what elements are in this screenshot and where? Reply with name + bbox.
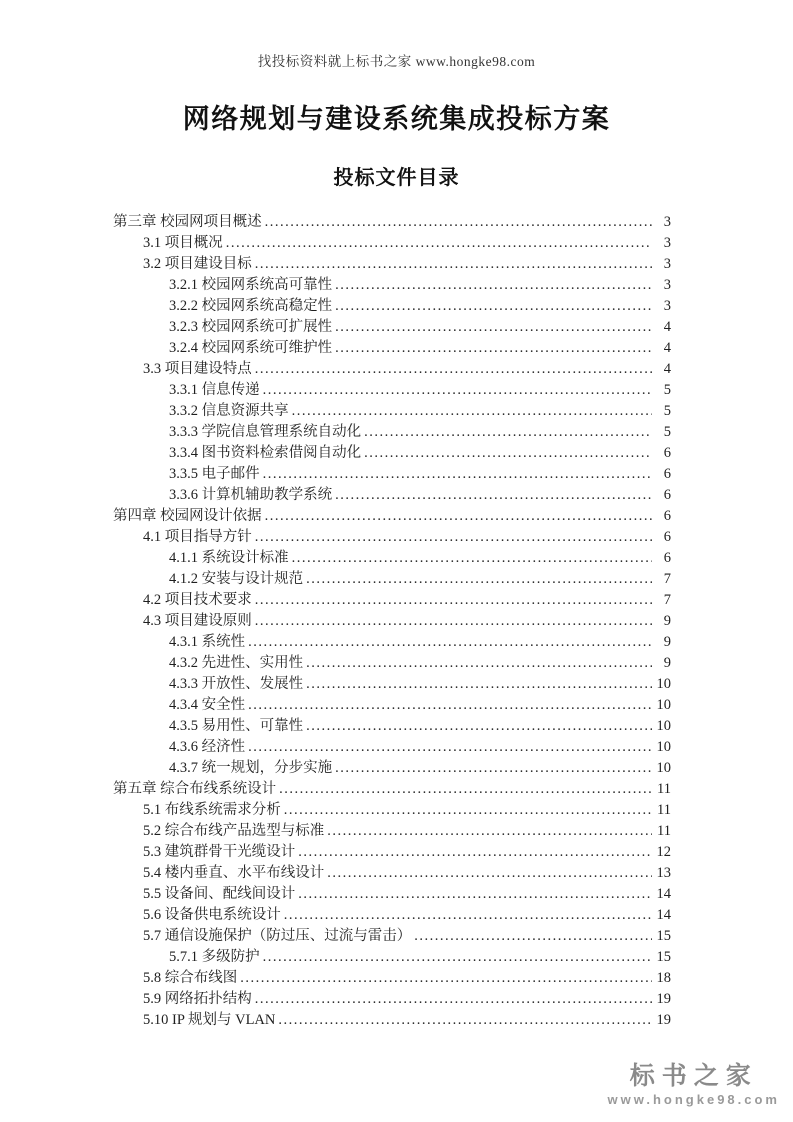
toc-entry-text: 3.3.3 学院信息管理系统自动化 (169, 424, 362, 440)
toc-entry-text: 第三章 校园网项目概述 (113, 214, 262, 230)
toc-entry-text: 4.3 项目建设原则 (143, 613, 252, 629)
toc-entry[interactable] (113, 527, 671, 548)
toc-entry-page: 6 (663, 466, 671, 482)
toc-entry-text: 3.3.2 信息资源共享 (169, 403, 289, 419)
toc-entry[interactable] (113, 548, 671, 569)
toc-entry-text: 4.1.1 系统设计标准 (169, 550, 289, 566)
toc-entry-text: 3.3.4 图书资料检索借阅自动化 (169, 445, 362, 461)
toc-entry[interactable] (113, 254, 671, 275)
watermark-brand-logo: 标书之家 (629, 1061, 758, 1090)
toc-entry[interactable] (113, 884, 671, 905)
toc-entry[interactable] (113, 443, 671, 464)
toc-entry[interactable] (113, 674, 671, 695)
toc-entry[interactable] (113, 968, 671, 989)
toc-entry-text: 4.1.2 安装与设计规范 (169, 571, 304, 587)
toc-entry[interactable] (113, 464, 671, 485)
toc-leader-dots (279, 779, 652, 800)
toc-entry-page: 3 (663, 214, 671, 230)
toc-entry-text: 4.3.1 系统性 (169, 634, 246, 650)
toc-entry[interactable] (113, 485, 671, 506)
toc-entry-page: 10 (656, 718, 671, 734)
toc-entry-text: 4.3.3 开放性、发展性 (169, 676, 304, 692)
toc-entry-page: 6 (663, 445, 671, 461)
toc-entry-text: 4.3.2 先进性、实用性 (169, 655, 304, 671)
toc-entry[interactable] (113, 842, 671, 863)
toc-entry-page: 18 (656, 970, 671, 986)
toc-entry-text: 5.4 楼内垂直、水平布线设计 (143, 865, 325, 881)
watermark (608, 1063, 781, 1108)
toc-entry[interactable] (113, 233, 671, 254)
toc-entry-page: 15 (656, 949, 671, 965)
toc-entry-page: 4 (663, 340, 671, 356)
toc-entry-page: 9 (663, 655, 671, 671)
toc-entry[interactable] (113, 296, 671, 317)
toc-entry[interactable] (113, 737, 671, 758)
toc-entry[interactable] (113, 317, 671, 338)
toc-leader-dots (240, 968, 652, 989)
toc-entry-page: 13 (656, 865, 671, 881)
toc-leader-dots (335, 485, 652, 506)
toc-leader-dots (327, 821, 652, 842)
toc-entry-page: 11 (657, 781, 671, 797)
toc-entry-text: 第五章 综合布线系统设计 (113, 781, 277, 797)
toc-entry-text: 第四章 校园网设计依据 (113, 508, 262, 524)
toc-entry[interactable] (113, 905, 671, 926)
toc-entry[interactable] (113, 611, 671, 632)
toc-entry-text: 5.10 IP 规划与 VLAN (143, 1012, 276, 1028)
toc-entry-page: 5 (663, 403, 671, 419)
toc-entry[interactable] (113, 338, 671, 359)
toc-leader-dots (278, 1010, 652, 1031)
toc-entry-page: 3 (663, 256, 671, 272)
toc-entry[interactable] (113, 947, 671, 968)
toc-leader-dots (335, 338, 652, 359)
toc-entry-text: 5.7 通信设施保护（防过压、过流与雷击） (143, 928, 412, 944)
toc-entry-page: 14 (656, 907, 671, 923)
toc-leader-dots (298, 842, 652, 863)
toc-entry-text: 3.1 项目概况 (143, 235, 223, 251)
toc-entry[interactable] (113, 1010, 671, 1031)
toc-entry-text: 4.3.5 易用性、可靠性 (169, 718, 304, 734)
toc-leader-dots (335, 275, 652, 296)
toc-leader-dots (306, 569, 652, 590)
toc-entry-page: 6 (663, 550, 671, 566)
toc-entry[interactable] (113, 716, 671, 737)
toc-leader-dots (364, 422, 652, 443)
toc-entry-text: 5.5 设备间、配线间设计 (143, 886, 296, 902)
toc-leader-dots (248, 632, 652, 653)
toc-leader-dots (255, 611, 652, 632)
toc-entry-page: 10 (656, 697, 671, 713)
toc-leader-dots (292, 548, 652, 569)
toc-entry-page: 7 (663, 592, 671, 608)
toc-entry-page: 5 (663, 382, 671, 398)
toc-leader-dots (335, 296, 652, 317)
toc-leader-dots (298, 884, 652, 905)
toc-leader-dots (255, 989, 652, 1010)
toc-entry[interactable] (113, 275, 671, 296)
toc-leader-dots (284, 800, 652, 821)
toc-entry-page: 3 (663, 235, 671, 251)
toc-entry-text: 5.7.1 多级防护 (169, 949, 260, 965)
toc-entry-text: 3.2.2 校园网系统高稳定性 (169, 298, 333, 314)
toc-leader-dots (284, 905, 652, 926)
toc-entry-page: 6 (663, 508, 671, 524)
toc-entry-text: 3.3.5 电子邮件 (169, 466, 260, 482)
toc-entry-text: 3.3.1 信息传递 (169, 382, 260, 398)
toc-entry-page: 15 (656, 928, 671, 944)
toc-entry-text: 5.3 建筑群骨干光缆设计 (143, 844, 296, 860)
toc-leader-dots (263, 464, 652, 485)
toc-entry-page: 11 (657, 802, 671, 818)
toc-entry[interactable] (113, 422, 671, 443)
toc-entry[interactable] (113, 821, 671, 842)
toc-entry[interactable] (113, 779, 671, 800)
toc-entry-page: 4 (663, 361, 671, 377)
toc-entry-text: 4.3.6 经济性 (169, 739, 246, 755)
toc-entry-page: 11 (657, 823, 671, 839)
toc-leader-dots (306, 716, 652, 737)
toc-entry-text: 3.2 项目建设目标 (143, 256, 252, 272)
toc-entry-text: 5.6 设备供电系统设计 (143, 907, 281, 923)
toc-leader-dots (255, 590, 652, 611)
toc-leader-dots (306, 653, 652, 674)
toc-entry-text: 4.3.4 安全性 (169, 697, 246, 713)
toc-entry[interactable] (113, 590, 671, 611)
watermark-url: www.hongke98.com (607, 1092, 780, 1107)
toc-entry[interactable] (113, 401, 671, 422)
toc-entry-text: 4.2 项目技术要求 (143, 592, 252, 608)
toc-leader-dots (248, 737, 652, 758)
toc-entry-page: 5 (663, 424, 671, 440)
toc-entry-text: 5.8 综合布线图 (143, 970, 238, 986)
toc-entry[interactable] (113, 863, 671, 884)
toc-leader-dots (414, 926, 652, 947)
toc-leader-dots (226, 233, 652, 254)
toc-entry-text: 3.2.3 校园网系统可扩展性 (169, 319, 333, 335)
toc-entry[interactable] (113, 989, 671, 1010)
toc-entry-text: 3.3 项目建设特点 (143, 361, 252, 377)
toc-entry-text: 4.1 项目指导方针 (143, 529, 252, 545)
toc-leader-dots (248, 695, 652, 716)
toc-leader-dots (255, 254, 652, 275)
toc-leader-dots (255, 359, 652, 380)
toc-entry-page: 19 (656, 1012, 671, 1028)
toc-entry[interactable] (113, 632, 671, 653)
toc-heading: 投标文件目录 (333, 167, 460, 189)
toc-entry[interactable] (113, 506, 671, 527)
toc-leader-dots (306, 674, 652, 695)
toc-leader-dots (335, 758, 652, 779)
toc-entry[interactable] (113, 758, 671, 779)
toc-leader-dots (263, 380, 652, 401)
toc-entry-text: 4.3.7 统一规划，分步实施 (169, 760, 333, 776)
toc-entry-page: 12 (656, 844, 671, 860)
toc-leader-dots (292, 401, 652, 422)
toc-entry-text: 3.2.1 校园网系统高可靠性 (169, 277, 333, 293)
toc-entry-text: 5.9 网络拓扑结构 (143, 991, 252, 1007)
toc-entry-page: 7 (663, 571, 671, 587)
toc-entry-text: 5.2 综合布线产品选型与标准 (143, 823, 325, 839)
document-title: 网络规划与建设系统集成投标方案 (182, 104, 611, 134)
toc-entry-page: 10 (656, 760, 671, 776)
toc-entry[interactable] (113, 569, 671, 590)
toc-entry[interactable] (113, 926, 671, 947)
toc-entry-page: 9 (663, 634, 671, 650)
toc-entry[interactable] (113, 653, 671, 674)
toc-leader-dots (255, 527, 652, 548)
toc-entry[interactable] (113, 359, 671, 380)
toc-leader-dots (327, 863, 652, 884)
toc-leader-dots (265, 506, 652, 527)
toc-entry-page: 6 (663, 529, 671, 545)
toc-entry-page: 4 (663, 319, 671, 335)
toc-entry[interactable] (113, 380, 671, 401)
toc-entry-page: 10 (656, 676, 671, 692)
toc-entry[interactable] (113, 695, 671, 716)
toc-entry-text: 5.1 布线系统需求分析 (143, 802, 281, 818)
toc-leader-dots (335, 317, 652, 338)
toc-entry-page: 3 (663, 298, 671, 314)
toc-entry-page: 6 (663, 487, 671, 503)
toc-leader-dots (265, 212, 652, 233)
toc-entry-page: 3 (663, 277, 671, 293)
toc-leader-dots (364, 443, 652, 464)
toc-entry-page: 10 (656, 739, 671, 755)
toc-entry-page: 19 (656, 991, 671, 1007)
toc-leader-dots (263, 947, 652, 968)
toc-entry-text: 3.2.4 校园网系统可维护性 (169, 340, 333, 356)
toc-entry[interactable] (113, 800, 671, 821)
toc-list (113, 212, 671, 1031)
toc-entry-text: 3.3.6 计算机辅助教学系统 (169, 487, 333, 503)
toc-entry[interactable] (113, 212, 671, 233)
header-promo-text: 找投标资料就上标书之家 www.hongke98.com (257, 54, 536, 69)
toc-entry-page: 14 (656, 886, 671, 902)
toc-entry-page: 9 (663, 613, 671, 629)
